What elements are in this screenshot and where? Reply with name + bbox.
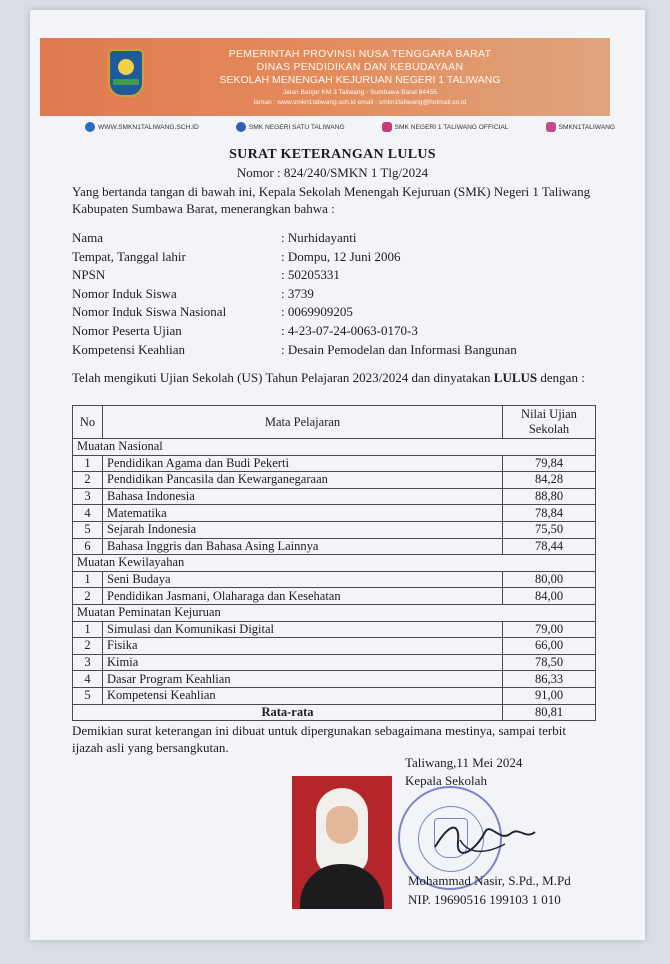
letterhead-line-2: DINAS PENDIDIKAN DAN KEBUDAYAAN — [256, 61, 464, 73]
closing-paragraph: Demikian surat keterangan ini dibuat untuk dipergunakan sebagaimana mestinya, sampai terbit ijazah asli yang bersangkutan. — [72, 723, 566, 755]
header-subject: Mata Pelajaran — [103, 406, 503, 439]
table-row: 3 Bahasa Indonesia 88,80 — [73, 488, 596, 505]
field-value: : 50205331 — [281, 267, 340, 283]
web-icon — [85, 122, 95, 132]
group-label: Muatan Nasional — [73, 439, 596, 456]
document-number: Nomor : 824/240/SMKN 1 Tlg/2024 — [236, 165, 429, 180]
signature-block — [405, 754, 522, 790]
table-row: 5 Kompetensi Keahlian 91,00 — [73, 687, 596, 704]
group-row — [73, 555, 596, 572]
letterhead — [40, 38, 610, 116]
facebook-icon — [236, 122, 246, 132]
table-row: 6 Bahasa Inggris dan Bahasa Asing Lainnya 78,44 — [73, 538, 596, 555]
field-row — [72, 286, 517, 305]
average-row — [73, 704, 596, 721]
table-row: 3 Kimia 78,50 — [73, 654, 596, 671]
table-row: 1 Simulasi dan Komunikasi Digital 79,00 — [73, 621, 596, 638]
field-label: Kompetensi Keahlian — [72, 341, 185, 357]
header-score: Nilai Ujian Sekolah — [503, 406, 596, 439]
social-facebook: SMK NEGERI SATU TALIWANG — [236, 122, 345, 132]
table-row: 1 Seni Budaya 80,00 — [73, 571, 596, 588]
group-label: Muatan Peminatan Kejuruan — [73, 604, 596, 621]
place-date: Taliwang,11 Mei 2024 — [405, 755, 523, 770]
field-label: Nama — [72, 230, 104, 245]
field-label: NPSN — [72, 267, 106, 283]
field-value: : Dompu, 12 Juni 2006 — [281, 248, 401, 264]
field-row — [72, 267, 517, 286]
document-title: SURAT KETERANGAN LULUS — [229, 147, 436, 162]
field-label: Nomor Induk Siswa — [72, 285, 177, 301]
field-value: : Nurhidayanti — [281, 230, 357, 245]
field-label: Nomor Induk Siswa Nasional — [72, 304, 227, 320]
group-row — [73, 604, 596, 621]
field-value: : Desain Pemodelan dan Informasi Bangunan — [281, 341, 517, 357]
social-links — [85, 122, 615, 132]
social-web: WWW.SMKN1TALIWANG.SCH.ID — [85, 122, 199, 132]
instagram-icon — [546, 122, 556, 132]
field-label: Nomor Peserta Ujian — [72, 322, 182, 338]
signer-nip: NIP. 19690516 199103 1 010 — [408, 892, 561, 907]
letterhead-text — [130, 48, 590, 107]
field-value: : 4-23-07-24-0063-0170-3 — [281, 322, 418, 338]
field-row — [72, 304, 517, 323]
field-row — [72, 323, 517, 342]
table-row: 1 Pendidikan Agama dan Budi Pekerti 79,84 — [73, 455, 596, 472]
handwritten-signature — [430, 812, 540, 862]
social-instagram: SMKN1TALIWANG — [546, 122, 615, 132]
table-row: 2 Pendidikan Pancasila dan Kewarganegaraan 84,28 — [73, 472, 596, 489]
table-header-row — [73, 406, 596, 439]
table-row: 2 Fisika 66,00 — [73, 638, 596, 655]
social-youtube: SMK NEGERI 1 TALIWANG OFFICIAL — [382, 122, 509, 132]
field-value: : 0069909205 — [281, 304, 353, 320]
header-no: No — [73, 406, 103, 439]
pass-status: LULUS — [493, 370, 538, 385]
field-row — [72, 230, 517, 249]
field-value: : 3739 — [281, 285, 314, 301]
average-value: 80,81 — [503, 704, 596, 721]
table-row: 2 Pendidikan Jasmani, Olaharaga dan Kesehatan 84,00 — [73, 588, 596, 605]
table-row: 4 Matematika 78,84 — [73, 505, 596, 522]
field-label: Tempat, Tanggal lahir — [72, 248, 186, 264]
student-fields — [72, 230, 517, 360]
field-row — [72, 249, 517, 268]
signer-position: Kepala Sekolah — [405, 773, 487, 788]
letterhead-address: Jalan Banjar KM 3 Taliwang - Sumbawa Barat 84455 — [282, 89, 438, 96]
letterhead-line-3: SEKOLAH MENENGAH KEJURUAN NEGERI 1 TALIWANG — [219, 74, 501, 86]
student-photo — [292, 776, 392, 909]
intro-paragraph: Yang bertanda tangan di bawah ini, Kepala Sekolah Menengah Kejuruan (SMK) Negeri 1 Taliwang Kabupaten Sumbawa Barat, menerangkan bahwa : — [72, 184, 591, 216]
field-row — [72, 342, 517, 361]
group-row — [73, 439, 596, 456]
signer-name: Mohammad Nasir, S.Pd., M.Pd — [408, 873, 571, 888]
group-label: Muatan Kewilayahan — [73, 555, 596, 572]
table-row: 5 Sejarah Indonesia 75,50 — [73, 521, 596, 538]
youtube-icon — [382, 122, 392, 132]
grades-table — [72, 405, 596, 721]
average-label: Rata-rata — [73, 704, 503, 721]
letterhead-line-1: PEMERINTAH PROVINSI NUSA TENGGARA BARAT — [228, 48, 492, 60]
table-row: 4 Dasar Program Keahlian 86,33 — [73, 671, 596, 688]
result-statement: Telah mengikuti Ujian Sekolah (US) Tahun Pelajaran 2023/2024 dan dinyatakan LULUS dengan : — [72, 370, 585, 385]
letterhead-contact: laman : www.smkn1taliwang.sch.id email : smkn1taliwang@hotmail.co.id — [253, 99, 467, 106]
